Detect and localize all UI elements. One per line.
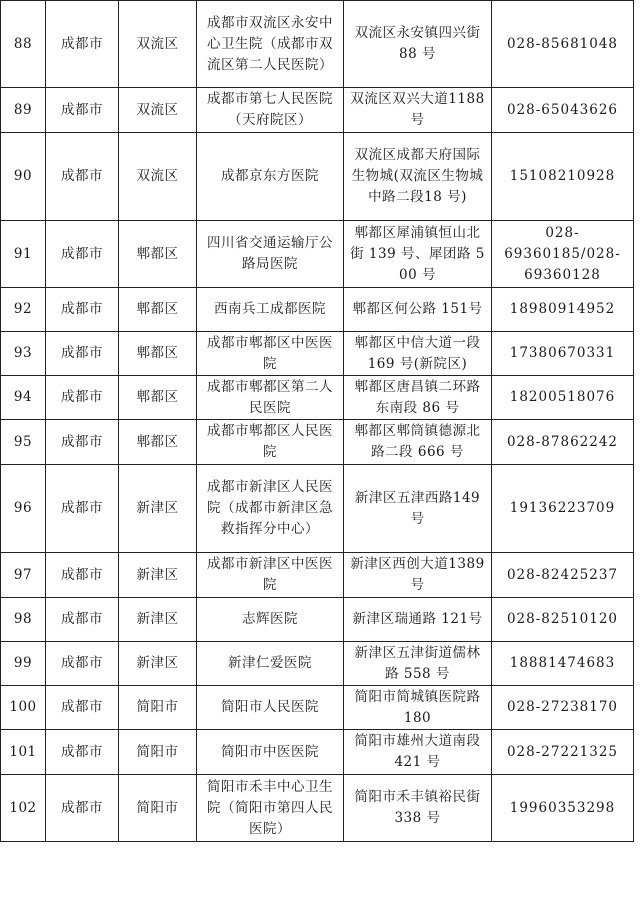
city-cell: 成都市 [46, 1, 119, 88]
phone-cell: 028-87862242 [492, 420, 634, 465]
table-row [1, 332, 634, 376]
city-cell: 成都市 [46, 553, 119, 598]
phone-cell: 18200518076 [492, 376, 634, 420]
address-cell: 新津区五津西路149 号 [344, 465, 492, 553]
city-cell: 成都市 [46, 465, 119, 553]
phone-cell: 028-85681048 [492, 1, 634, 88]
table-row [1, 133, 634, 221]
table-row [1, 598, 634, 642]
district-cell: 新津区 [119, 465, 197, 553]
hospital-name-cell: 成都市郫都区第二人民医院 [197, 376, 344, 420]
district-cell: 新津区 [119, 642, 197, 686]
hospital-name-cell: 成都市第七人民医院（天府院区） [197, 88, 344, 133]
address-cell: 简阳市简城镇医院路 180 [344, 686, 492, 730]
hospital-name-cell: 成都市郫都区中医医院 [197, 332, 344, 376]
hospital-name-cell: 成都市新津区中医医院 [197, 553, 344, 598]
hospital-name-cell: 成都市新津区人民医院（成都市新津区急救指挥分中心） [197, 465, 344, 553]
row-number: 95 [1, 420, 46, 465]
address-cell: 郫都区何公路 151号 [344, 288, 492, 332]
row-number: 90 [1, 133, 46, 221]
district-cell: 双流区 [119, 1, 197, 88]
table-row [1, 221, 634, 288]
table-row [1, 465, 634, 553]
hospital-name-cell: 成都市双流区永安中心卫生院（成都市双流区第二人民医院） [197, 1, 344, 88]
hospital-name-cell: 简阳市中医医院 [197, 730, 344, 775]
phone-cell: 18881474683 [492, 642, 634, 686]
hospital-name-cell: 成都市郫都区人民医院 [197, 420, 344, 465]
district-cell: 郫都区 [119, 420, 197, 465]
table-row [1, 553, 634, 598]
city-cell: 成都市 [46, 88, 119, 133]
address-cell: 郫都区唐昌镇二环路东南段 86 号 [344, 376, 492, 420]
phone-cell: 028-27238170 [492, 686, 634, 730]
row-number: 88 [1, 1, 46, 88]
row-number: 92 [1, 288, 46, 332]
hospital-name-cell: 新津仁爱医院 [197, 642, 344, 686]
district-cell: 简阳市 [119, 775, 197, 842]
address-cell: 双流区永安镇四兴街 88 号 [344, 1, 492, 88]
phone-cell: 028-69360185/028-69360128 [492, 221, 634, 288]
hospital-name-cell: 简阳市人民医院 [197, 686, 344, 730]
phone-cell: 17380670331 [492, 332, 634, 376]
address-cell: 新津区西创大道1389 号 [344, 553, 492, 598]
table-row [1, 1, 634, 88]
address-cell: 新津区五津街道儒林路 558 号 [344, 642, 492, 686]
address-cell: 郫都区郫筒镇德源北路二段 666 号 [344, 420, 492, 465]
city-cell: 成都市 [46, 598, 119, 642]
hospital-name-cell: 西南兵工成都医院 [197, 288, 344, 332]
address-cell: 简阳市雄州大道南段 421 号 [344, 730, 492, 775]
district-cell: 郫都区 [119, 221, 197, 288]
table-row [1, 376, 634, 420]
city-cell: 成都市 [46, 288, 119, 332]
table-row [1, 642, 634, 686]
city-cell: 成都市 [46, 642, 119, 686]
phone-cell: 15108210928 [492, 133, 634, 221]
district-cell: 新津区 [119, 598, 197, 642]
district-cell: 郫都区 [119, 332, 197, 376]
table-row [1, 420, 634, 465]
city-cell: 成都市 [46, 775, 119, 842]
address-cell: 新津区瑞通路 121号 [344, 598, 492, 642]
table-row [1, 686, 634, 730]
row-number: 99 [1, 642, 46, 686]
hospital-table-body [1, 1, 634, 842]
row-number: 97 [1, 553, 46, 598]
row-number: 102 [1, 775, 46, 842]
district-cell: 双流区 [119, 133, 197, 221]
row-number: 101 [1, 730, 46, 775]
address-cell: 双流区双兴大道1188 号 [344, 88, 492, 133]
hospital-name-cell: 志辉医院 [197, 598, 344, 642]
district-cell: 双流区 [119, 88, 197, 133]
row-number: 94 [1, 376, 46, 420]
phone-cell: 028-82425237 [492, 553, 634, 598]
phone-cell: 19136223709 [492, 465, 634, 553]
hospital-name-cell: 简阳市禾丰中心卫生院（简阳市第四人民医院） [197, 775, 344, 842]
address-cell: 郫都区犀浦镇恒山北街 139 号、犀团路 500 号 [344, 221, 492, 288]
table-row [1, 730, 634, 775]
phone-cell: 028-82510120 [492, 598, 634, 642]
hospital-name-cell: 成都京东方医院 [197, 133, 344, 221]
table-row [1, 88, 634, 133]
row-number: 89 [1, 88, 46, 133]
address-cell: 双流区成都天府国际生物城(双流区生物城中路二段18 号) [344, 133, 492, 221]
district-cell: 郫都区 [119, 376, 197, 420]
phone-cell: 028-65043626 [492, 88, 634, 133]
phone-cell: 19960353298 [492, 775, 634, 842]
district-cell: 简阳市 [119, 686, 197, 730]
hospital-name-cell: 四川省交通运输厅公路局医院 [197, 221, 344, 288]
address-cell: 郫都区中信大道一段 169 号(新院区) [344, 332, 492, 376]
phone-cell: 18980914952 [492, 288, 634, 332]
row-number: 93 [1, 332, 46, 376]
city-cell: 成都市 [46, 420, 119, 465]
table-row [1, 288, 634, 332]
city-cell: 成都市 [46, 133, 119, 221]
district-cell: 郫都区 [119, 288, 197, 332]
city-cell: 成都市 [46, 376, 119, 420]
phone-cell: 028-27221325 [492, 730, 634, 775]
row-number: 96 [1, 465, 46, 553]
row-number: 98 [1, 598, 46, 642]
district-cell: 简阳市 [119, 730, 197, 775]
city-cell: 成都市 [46, 730, 119, 775]
address-cell: 简阳市禾丰镇裕民街 338 号 [344, 775, 492, 842]
city-cell: 成都市 [46, 332, 119, 376]
city-cell: 成都市 [46, 221, 119, 288]
district-cell: 新津区 [119, 553, 197, 598]
city-cell: 成都市 [46, 686, 119, 730]
row-number: 91 [1, 221, 46, 288]
table-row [1, 775, 634, 842]
row-number: 100 [1, 686, 46, 730]
